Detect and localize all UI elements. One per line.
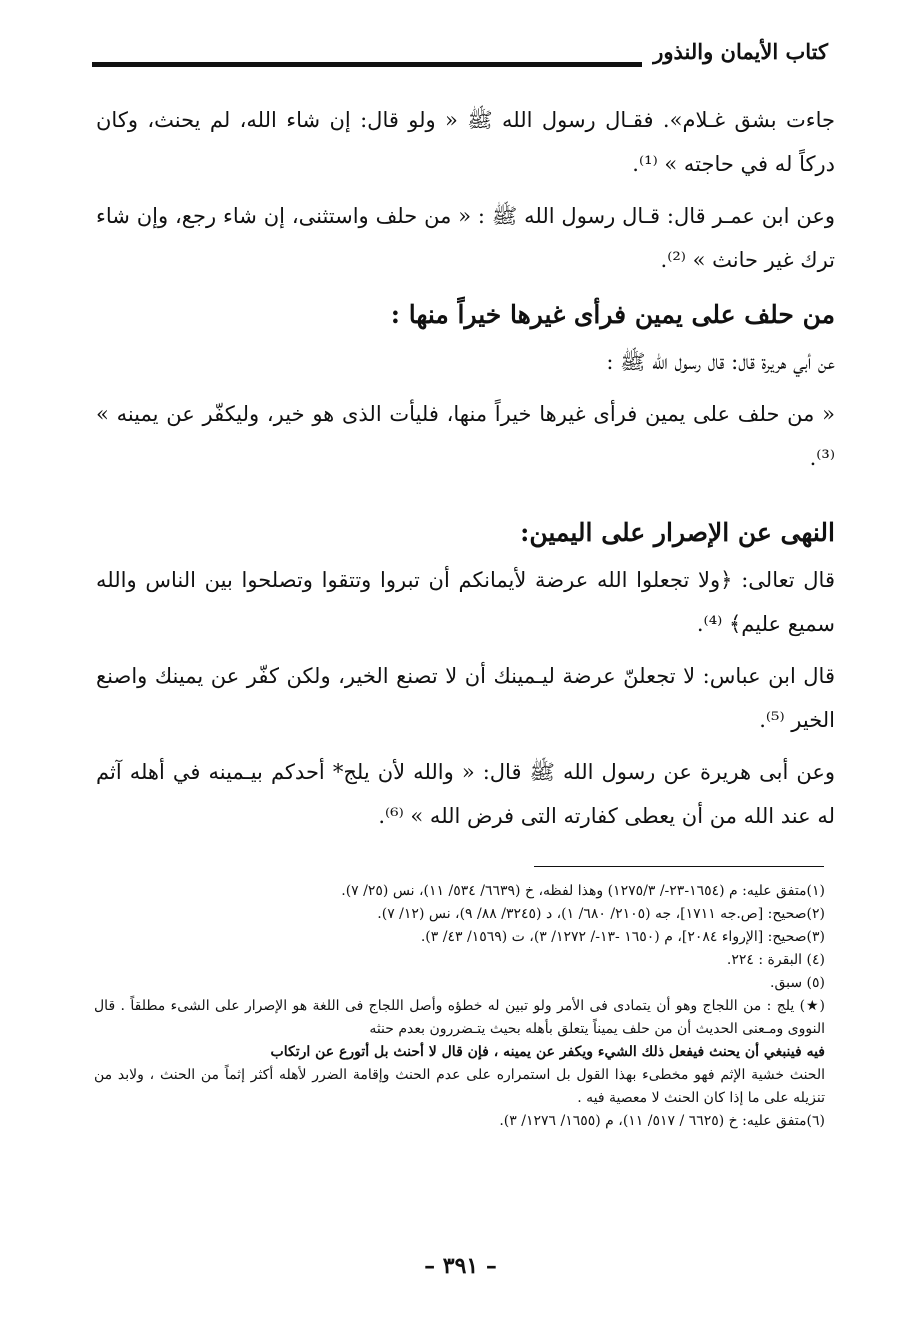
page-number: – ٣٩١ – [424,1253,497,1279]
chapter-title: كتاب الأيمان والنذور [653,39,828,64]
footnote-2: (٢)صحيح: [ص.جه ١٧١١]، جه (٢١٠٥/ ٦٨٠/ ١)، د (٣٢٤٥/ ٨٨/ ٩)، نس (١٢/ ٧). [377,906,825,922]
paragraph-6: قال ابن عباس: لا تجعلنّ عرضة ليـمينك أن لا تصنع الخير، ولكن كفّر عن يمينك واصنع الخير ⁽⁵⁾. [96,664,835,732]
footnote-1: (١)متفق عليه: م (١٦٥٤-٢٣-/ ١٢٧٥/٣) وهذا لفظه، خ (٦٦٣٩/ ٥٣٤/ ١١)، نس (٢٥/ ٧). [341,883,825,899]
footnote-6: (٦)متفق عليه: خ (٦٦٢٥ / ٥١٧/ ١١)، م (١٦٥٥/ ١٢٧٦/ ٣). [499,1113,825,1129]
section-heading-1: من حلف على يمين فرأى غيرها خيراً منها : [390,300,835,329]
section-heading-2: النهى عن الإصرار على اليمين: [520,518,835,547]
paragraph-7: وعن أبى هريرة عن رسول الله ﷺ قال: « والله لأن يلج* أحدكم بيـمينه في أهله آثم له عند الله من أن يعطى كفارته التى فرض الله » ⁽⁶⁾. [96,760,835,828]
main-text [96,98,835,846]
header-rule [92,62,642,67]
paragraph-1: جاءت بشق غـلام». فقـال رسول الله ﷺ « ولو قال: إن شاء الله، لم يحنث، وكان دركاً له في حاجته » ⁽¹⁾. [96,108,835,176]
footnote-5: (٥) سبق. [770,975,825,991]
running-header [92,38,828,74]
footnote-4: (٤) البقرة : ٢٢٤. [726,952,825,968]
paragraph-5: قال تعالى: ﴿ولا تجعلوا الله عرضة لأيمانكم أن تبروا وتتقوا وتصلحوا بين الناس والله سميع عليم﴾ ⁽⁴⁾. [96,568,835,636]
paragraph-2: وعن ابن عمـر قال: قـال رسول الله ﷺ : « من حلف واستثنى، إن شاء رجع، وإن شاء ترك غير حانث » ⁽²⁾. [96,204,835,272]
paragraph-3: عن أبي هريرة قال: قال رسول الله ﷺ : [606,350,835,374]
footnote-3: (٣)صحيح: [الإرواء ٢٠٨٤]، م (١٦٥٠ -١٣-/ ١٢٧٢/ ٣)، ت (١٥٦٩/ ٤٣/ ٣). [420,929,825,945]
footnote-star-part-3: الحنث خشية الإثم فهو مخطىء بهذا القول بل استمراره على عدم الحنث وإقامة الضرر لأهله أكثر إثماً من الحنث ، ولابد من تنزيله على ما إذا كان الحنث لا معصية فيه . [94,1067,825,1106]
footnote-star-part-1: (★) يلج : من اللجاج وهو أن يتمادى فى الأمر ولو تبين له خطؤه وأصل اللجاج فى اللغة هو الإصرار على الشىء مطلقاً . قال النووى ومـعنى الحديث أن من حلف يميناً يتعلق بأهله بحيث يتـضررون بعدم حنثه [94,998,825,1037]
footnote-rule [534,866,824,867]
footnote-star-part-2: فيه فينبغي أن يحنث فيفعل ذلك الشيء ويكفر عن يمينه ، فإن قال لا أحنث بل أتورع عن ارتكاب [270,1044,825,1060]
paragraph-4: « من حلف على يمين فرأى غيرها خيراً منها، فليأت الذى هو خير، وليكفّر عن يمينه » ⁽³⁾. [96,402,835,470]
footnotes [94,880,825,1133]
